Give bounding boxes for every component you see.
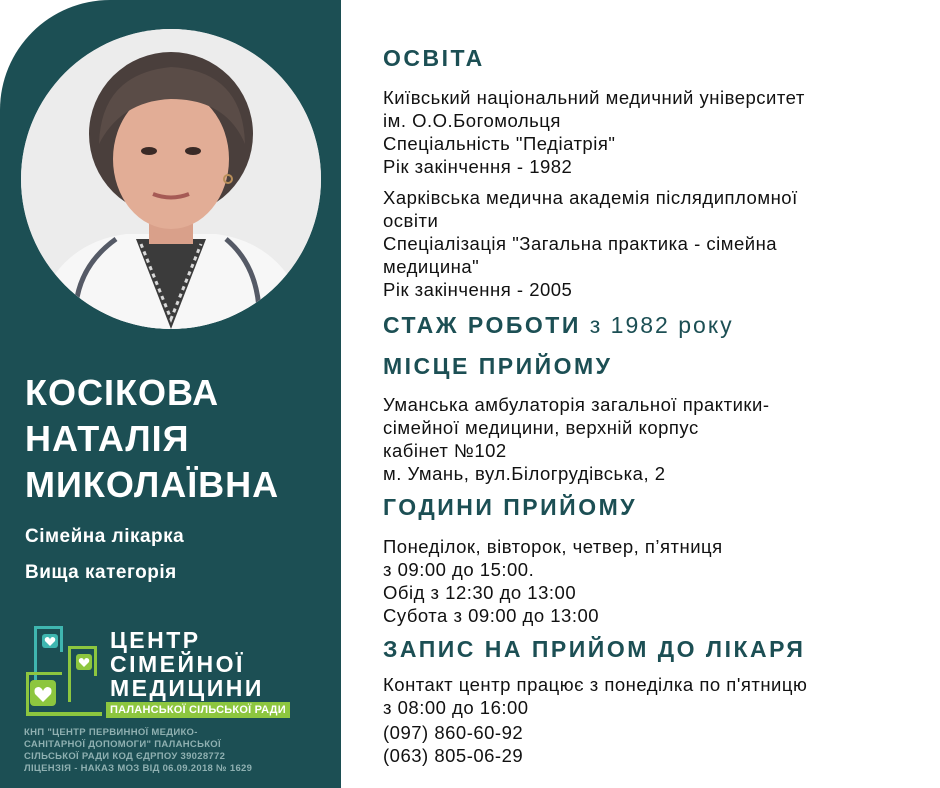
appointment-details [383, 673, 807, 719]
education-2-line-3: Спеціалізація "Загальна практика - сімейна [383, 233, 778, 254]
org-line-3: СІЛЬСЬКОЇ РАДИ КОД ЄДРПОУ 39028772 [24, 751, 226, 762]
education-2-line-5: Рік закінчення - 2005 [383, 279, 573, 300]
doctor-photo [21, 29, 321, 329]
doctor-patronymic: МИКОЛАЇВНА [25, 464, 280, 505]
place-heading: МІСЦЕ ПРИЙОМУ [383, 353, 613, 379]
education-2-line-1: Харківська медична академія післядипломної [383, 187, 798, 208]
phone-numbers [383, 721, 523, 767]
phone-number-1[interactable]: (097) 860-60-92 [383, 722, 524, 743]
doctor-name [25, 370, 279, 508]
hours-line-2: з 09:00 до 15:00. [383, 559, 535, 580]
education-1-line-2: ім. О.О.Богомольця [383, 110, 561, 131]
doctor-category: Вища категорія [25, 562, 177, 583]
left-panel [0, 0, 341, 788]
doctor-role: Сімейна лікарка [25, 526, 185, 547]
education-1-line-3: Спеціальність "Педіатрія" [383, 133, 616, 154]
appointment-heading: ЗАПИС НА ПРИЙОМ ДО ЛІКАРЯ [383, 636, 806, 662]
doctor-surname: КОСІКОВА [25, 372, 220, 413]
hours-line-1: Понеділок, вівторок, четвер, п’ятниця [383, 536, 723, 557]
education-1-line-4: Рік закінчення - 1982 [383, 156, 573, 177]
doctor-first-name: НАТАЛІЯ [25, 418, 190, 459]
logo-line-1: ЦЕНТР [110, 627, 201, 653]
logo-title [110, 628, 264, 700]
appointment-line-2: з 08:00 до 16:00 [383, 697, 529, 718]
phone-number-2[interactable]: (063) 805-06-29 [383, 745, 524, 766]
organization-info [24, 727, 252, 775]
appointment-line-1: Контакт центр працює з понеділка по п'ятницю [383, 674, 808, 695]
place-details [383, 393, 770, 485]
org-line-4: ЛІЦЕНЗІЯ - НАКАЗ МОЗ ВІД 06.09.2018 № 1629 [24, 763, 253, 774]
place-line-1: Уманська амбулаторія загальної практики- [383, 394, 770, 415]
education-2-line-4: медицина" [383, 256, 480, 277]
hours-heading: ГОДИНИ ПРИЙОМУ [383, 494, 638, 520]
education-item-1 [383, 86, 805, 178]
place-line-3: кабінет №102 [383, 440, 507, 461]
education-heading: ОСВІТА [383, 45, 485, 71]
education-2-line-2: освіти [383, 210, 439, 231]
education-item-2 [383, 186, 798, 301]
logo-line-3: МЕДИЦИНИ [110, 675, 264, 701]
org-line-2: САНІТАРНОЇ ДОПОМОГИ" ПАЛАНСЬКОЇ [24, 739, 221, 750]
experience-value: з 1982 року [589, 312, 734, 338]
experience-heading [383, 312, 734, 339]
experience-label: СТАЖ РОБОТИ [383, 312, 581, 338]
place-line-4: м. Умань, вул.Білогрудівська, 2 [383, 463, 666, 484]
education-1-line-1: Київський національний медичний університет [383, 87, 805, 108]
org-line-1: КНП "ЦЕНТР ПЕРВИННОЇ МЕДИКО- [24, 727, 198, 738]
hours-line-3: Обід з 12:30 до 13:00 [383, 582, 577, 603]
logo-subtitle-band: ПАЛАНСЬКОЇ СІЛЬСЬКОЇ РАДИ [106, 702, 290, 718]
hours-details [383, 535, 723, 627]
family-medicine-logo-icon [24, 622, 104, 718]
place-line-2: сімейної медицини, верхній корпус [383, 417, 699, 438]
hours-line-4: Субота з 09:00 до 13:00 [383, 605, 600, 626]
logo-line-2: СІМЕЙНОЇ [110, 651, 245, 677]
